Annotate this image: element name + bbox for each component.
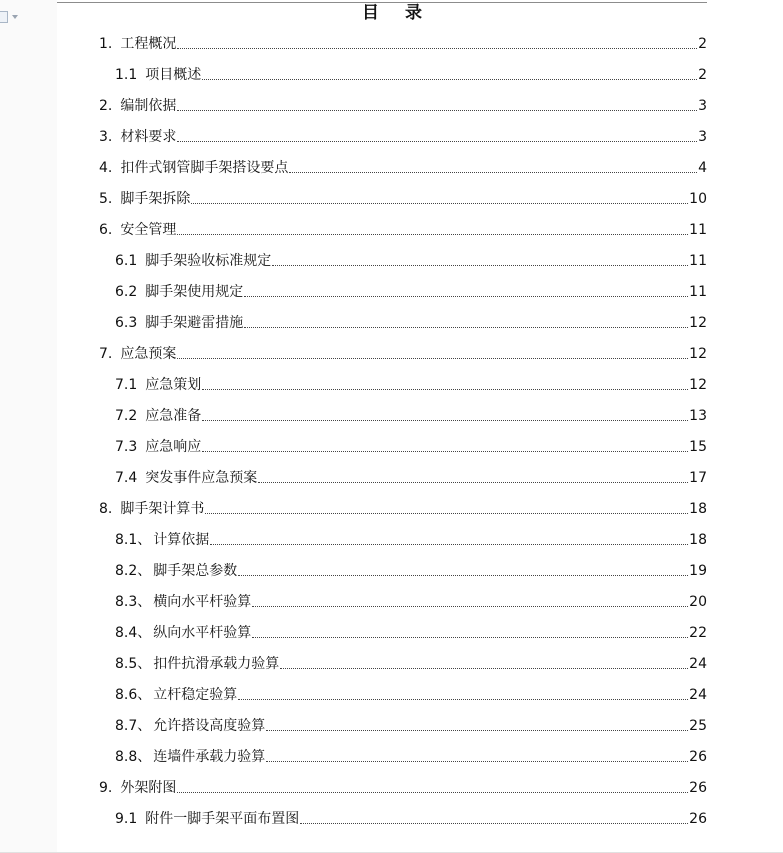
toc-number: 7.1 xyxy=(115,377,138,393)
toc-entry[interactable] xyxy=(115,374,707,394)
toc-leader xyxy=(300,822,688,824)
toc-text: 连墙件承载力验算 xyxy=(153,749,266,765)
toc-leader xyxy=(202,450,688,452)
toc-page: 26 xyxy=(689,780,707,796)
toc-leader xyxy=(280,667,688,669)
toc-page: 13 xyxy=(689,408,707,424)
toc-leader xyxy=(177,47,697,49)
toc-text: 外架附图 xyxy=(120,780,177,796)
toc-number: 6.1 xyxy=(115,253,138,269)
toc-entry[interactable] xyxy=(115,312,707,332)
toc-entry[interactable] xyxy=(115,64,707,84)
toc-number: 6.3 xyxy=(115,315,138,331)
toc-entry[interactable] xyxy=(115,684,707,704)
toc-text: 脚手架拆除 xyxy=(120,191,191,207)
toc-page: 2 xyxy=(698,67,707,83)
toc-text: 脚手架避雷措施 xyxy=(145,315,244,331)
table-of-contents xyxy=(57,0,783,853)
toc-text: 项目概述 xyxy=(145,67,202,83)
toc-page: 22 xyxy=(689,625,707,641)
toc-page: 24 xyxy=(689,687,707,703)
toc-entry[interactable] xyxy=(115,653,707,673)
toc-entry[interactable] xyxy=(115,529,707,549)
toc-entry[interactable] xyxy=(99,777,707,797)
toc-number: 6. xyxy=(99,222,113,238)
document-glyph-icon xyxy=(0,11,8,23)
toc-entry[interactable] xyxy=(115,467,707,487)
toc-leader xyxy=(177,357,688,359)
chevron-down-icon xyxy=(12,15,18,19)
toc-entry[interactable] xyxy=(99,188,707,208)
toc-leader xyxy=(177,109,697,111)
toc-leader xyxy=(177,791,688,793)
toc-leader xyxy=(289,171,697,173)
toc-entry[interactable] xyxy=(99,33,707,53)
toc-entry[interactable] xyxy=(99,95,707,115)
toc-leader xyxy=(272,264,688,266)
toc-text: 应急响应 xyxy=(145,439,202,455)
toc-text: 扣件式钢管脚手架搭设要点 xyxy=(120,160,289,176)
toc-leader xyxy=(266,729,688,731)
toc-leader xyxy=(266,760,688,762)
toc-page: 18 xyxy=(689,501,707,517)
toc-number: 4. xyxy=(99,160,113,176)
toc-text: 纵向水平杆验算 xyxy=(153,625,252,641)
toc-entry[interactable] xyxy=(115,281,707,301)
toc-page: 19 xyxy=(689,563,707,579)
toc-number: 7. xyxy=(99,346,113,362)
toc-leader xyxy=(177,233,688,235)
toc-text: 立杆稳定验算 xyxy=(153,687,238,703)
toc-leader xyxy=(177,140,697,142)
toc-number: 7.3 xyxy=(115,439,138,455)
toc-entry[interactable] xyxy=(115,560,707,580)
toc-page: 24 xyxy=(689,656,707,672)
toc-page: 11 xyxy=(689,253,707,269)
toc-number: 6.2 xyxy=(115,284,138,300)
toc-number: 1. xyxy=(99,36,113,52)
toc-entry[interactable] xyxy=(115,808,707,828)
toc-text: 工程概况 xyxy=(120,36,177,52)
toc-page: 10 xyxy=(689,191,707,207)
toc-page: 12 xyxy=(689,315,707,331)
toc-page: 26 xyxy=(689,749,707,765)
toc-number: 8.7、 xyxy=(115,718,152,734)
toc-text: 扣件抗滑承载力验算 xyxy=(153,656,280,672)
toc-leader xyxy=(238,698,688,700)
toc-page: 12 xyxy=(689,346,707,362)
toc-number: 7.2 xyxy=(115,408,138,424)
toc-page: 11 xyxy=(689,284,707,300)
toc-text: 脚手架验收标准规定 xyxy=(145,253,272,269)
toc-leader xyxy=(258,481,688,483)
toc-leader xyxy=(202,388,688,390)
toc-page: 11 xyxy=(689,222,707,238)
toc-text: 脚手架使用规定 xyxy=(145,284,244,300)
toc-leader xyxy=(252,636,688,638)
toc-number: 8.4、 xyxy=(115,625,152,641)
toc-number: 3. xyxy=(99,129,113,145)
toc-text: 材料要求 xyxy=(120,129,177,145)
toc-entry[interactable] xyxy=(115,250,707,270)
toc-text: 编制依据 xyxy=(120,98,177,114)
toc-page: 2 xyxy=(698,36,707,52)
toc-entry[interactable] xyxy=(115,746,707,766)
toc-number: 8. xyxy=(99,501,113,517)
toc-leader xyxy=(202,78,697,80)
toc-entry[interactable] xyxy=(99,157,707,177)
toc-page: 3 xyxy=(698,98,707,114)
toc-page: 3 xyxy=(698,129,707,145)
toc-number: 9. xyxy=(99,780,113,796)
toc-entry[interactable] xyxy=(115,405,707,425)
toc-text: 应急预案 xyxy=(120,346,177,362)
toc-number: 8.2、 xyxy=(115,563,152,579)
toc-text: 应急策划 xyxy=(145,377,202,393)
toc-entry[interactable] xyxy=(99,498,707,518)
toc-text: 允许搭设高度验算 xyxy=(153,718,266,734)
toc-entry[interactable] xyxy=(115,436,707,456)
toc-number: 1.1 xyxy=(115,67,138,83)
toc-number: 8.6、 xyxy=(115,687,152,703)
toc-page: 12 xyxy=(689,377,707,393)
toc-page: 17 xyxy=(689,470,707,486)
toc-text: 计算依据 xyxy=(153,532,210,548)
toc-page: 20 xyxy=(689,594,707,610)
toc-title: 目 录 xyxy=(362,3,432,23)
toc-entry[interactable] xyxy=(115,591,707,611)
toc-page: 15 xyxy=(689,439,707,455)
toc-leader xyxy=(252,605,688,607)
toc-text: 安全管理 xyxy=(120,222,177,238)
toc-text: 脚手架总参数 xyxy=(153,563,238,579)
toc-entry[interactable] xyxy=(99,343,707,363)
toc-text: 突发事件应急预案 xyxy=(145,470,258,486)
toc-leader xyxy=(202,419,688,421)
toc-number: 5. xyxy=(99,191,113,207)
toc-text: 横向水平杆验算 xyxy=(153,594,252,610)
toc-entry[interactable] xyxy=(99,219,707,239)
toc-entry[interactable] xyxy=(99,126,707,146)
toc-number: 8.3、 xyxy=(115,594,152,610)
document-page xyxy=(57,0,783,853)
toc-page: 18 xyxy=(689,532,707,548)
toc-text: 附件一脚手架平面布置图 xyxy=(145,811,300,827)
toc-entry[interactable] xyxy=(115,622,707,642)
toc-number: 2. xyxy=(99,98,113,114)
toc-leader xyxy=(244,326,688,328)
toc-leader xyxy=(244,295,688,297)
toc-number: 7.4 xyxy=(115,470,138,486)
left-margin-strip xyxy=(0,0,57,853)
toc-leader xyxy=(205,512,688,514)
toc-text: 脚手架计算书 xyxy=(120,501,205,517)
toc-number: 9.1 xyxy=(115,811,138,827)
toc-number: 8.8、 xyxy=(115,749,152,765)
toc-number: 8.1、 xyxy=(115,532,152,548)
toc-leader xyxy=(238,574,688,576)
toc-page: 4 xyxy=(698,160,707,176)
toc-entry[interactable] xyxy=(115,715,707,735)
toc-number: 8.5、 xyxy=(115,656,152,672)
toc-page: 25 xyxy=(689,718,707,734)
document-menu-icon[interactable] xyxy=(0,10,22,24)
toc-text: 应急准备 xyxy=(145,408,202,424)
toc-leader xyxy=(210,543,688,545)
toc-leader xyxy=(191,202,688,204)
toc-page: 26 xyxy=(689,811,707,827)
